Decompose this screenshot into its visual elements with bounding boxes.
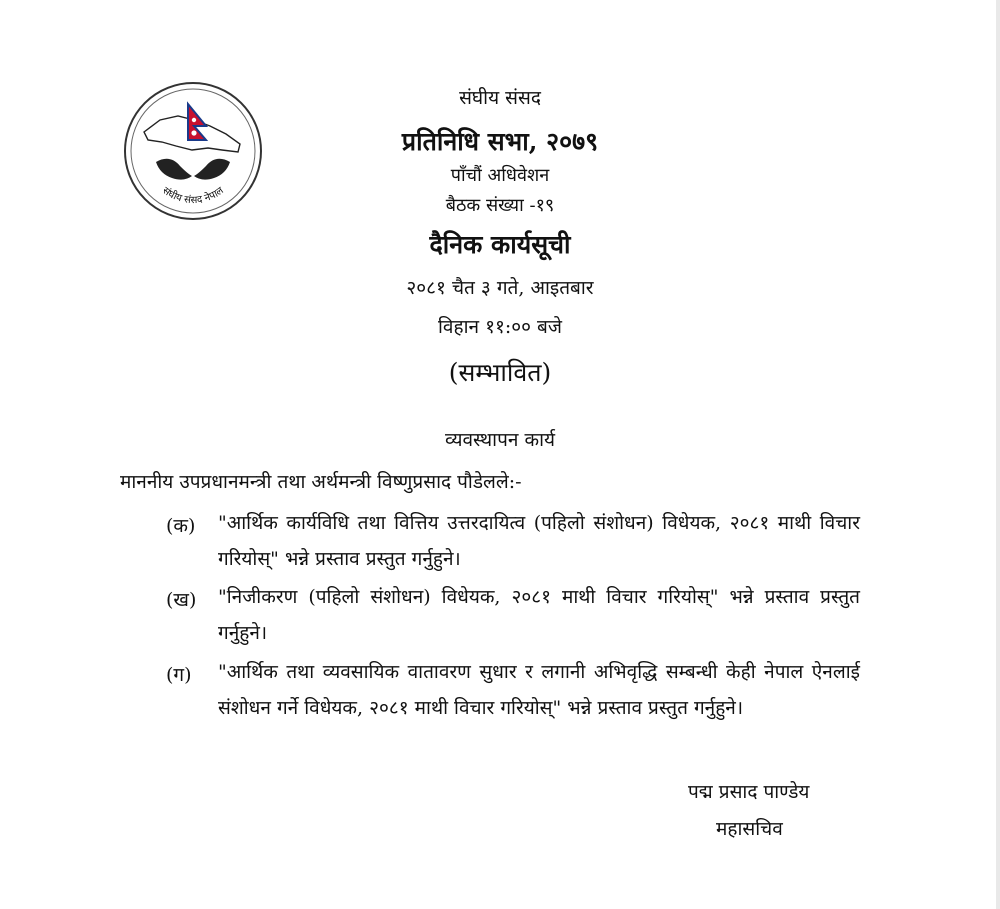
item-label: (ख) [166,589,197,611]
presenter-line: माननीय उपप्रधानमन्त्री तथा अर्थमन्त्री विष्णुप्रसाद पौडेलले:- [120,471,522,493]
org-name: संघीय संसद [459,87,541,109]
meeting-number: बैठक संख्या -१९ [445,195,555,216]
session-label: पाँचौं अधिवेशन [450,165,550,186]
agenda-item: "निजीकरण (पहिलो संशोधन) विधेयक, २०८१ माथी विचार गरियोस्" भन्ने प्रस्ताव प्रस्तुत गर्नुहुने। [218,586,860,644]
logo-caption: संघीय संसद नेपाल [160,185,226,207]
section-heading: व्यवस्थापन कार्य [444,429,556,451]
signatory-title: महासचिव [716,818,783,840]
item-label: (क) [166,515,196,537]
item-label: (ग) [166,664,192,686]
agenda-item: "आर्थिक तथा व्यवसायिक वातावरण सुधार र लगानी अभिवृद्धि सम्बन्धी केही नेपाल ऐनलाई संशोधन गर्ने विधेयक, २०८१ माथी विचार गरियोस्" भन्ने प्रस्ताव प्रस्तुत गर्नुहुने। [218,661,860,719]
meeting-time: विहान ११:०० बजे [438,316,562,338]
house-title: प्रतिनिधि सभा, २०७९ [401,127,599,156]
meeting-date: २०८१ चैत ३ गते, आइतबार [406,277,594,299]
status-label: (सम्भावित) [448,358,552,387]
agenda-item: "आर्थिक कार्यविधि तथा वित्तिय उत्तरदायित्व (पहिलो संशोधन) विधेयक, २०८१ माथी विचार गरियोस्" भन्ने प्रस्ताव प्रस्तुत गर्नुहुने। [218,512,860,570]
signatory-name: पद्म प्रसाद पाण्डेय [688,781,810,803]
page-title: दैनिक कार्यसूची [429,230,571,259]
